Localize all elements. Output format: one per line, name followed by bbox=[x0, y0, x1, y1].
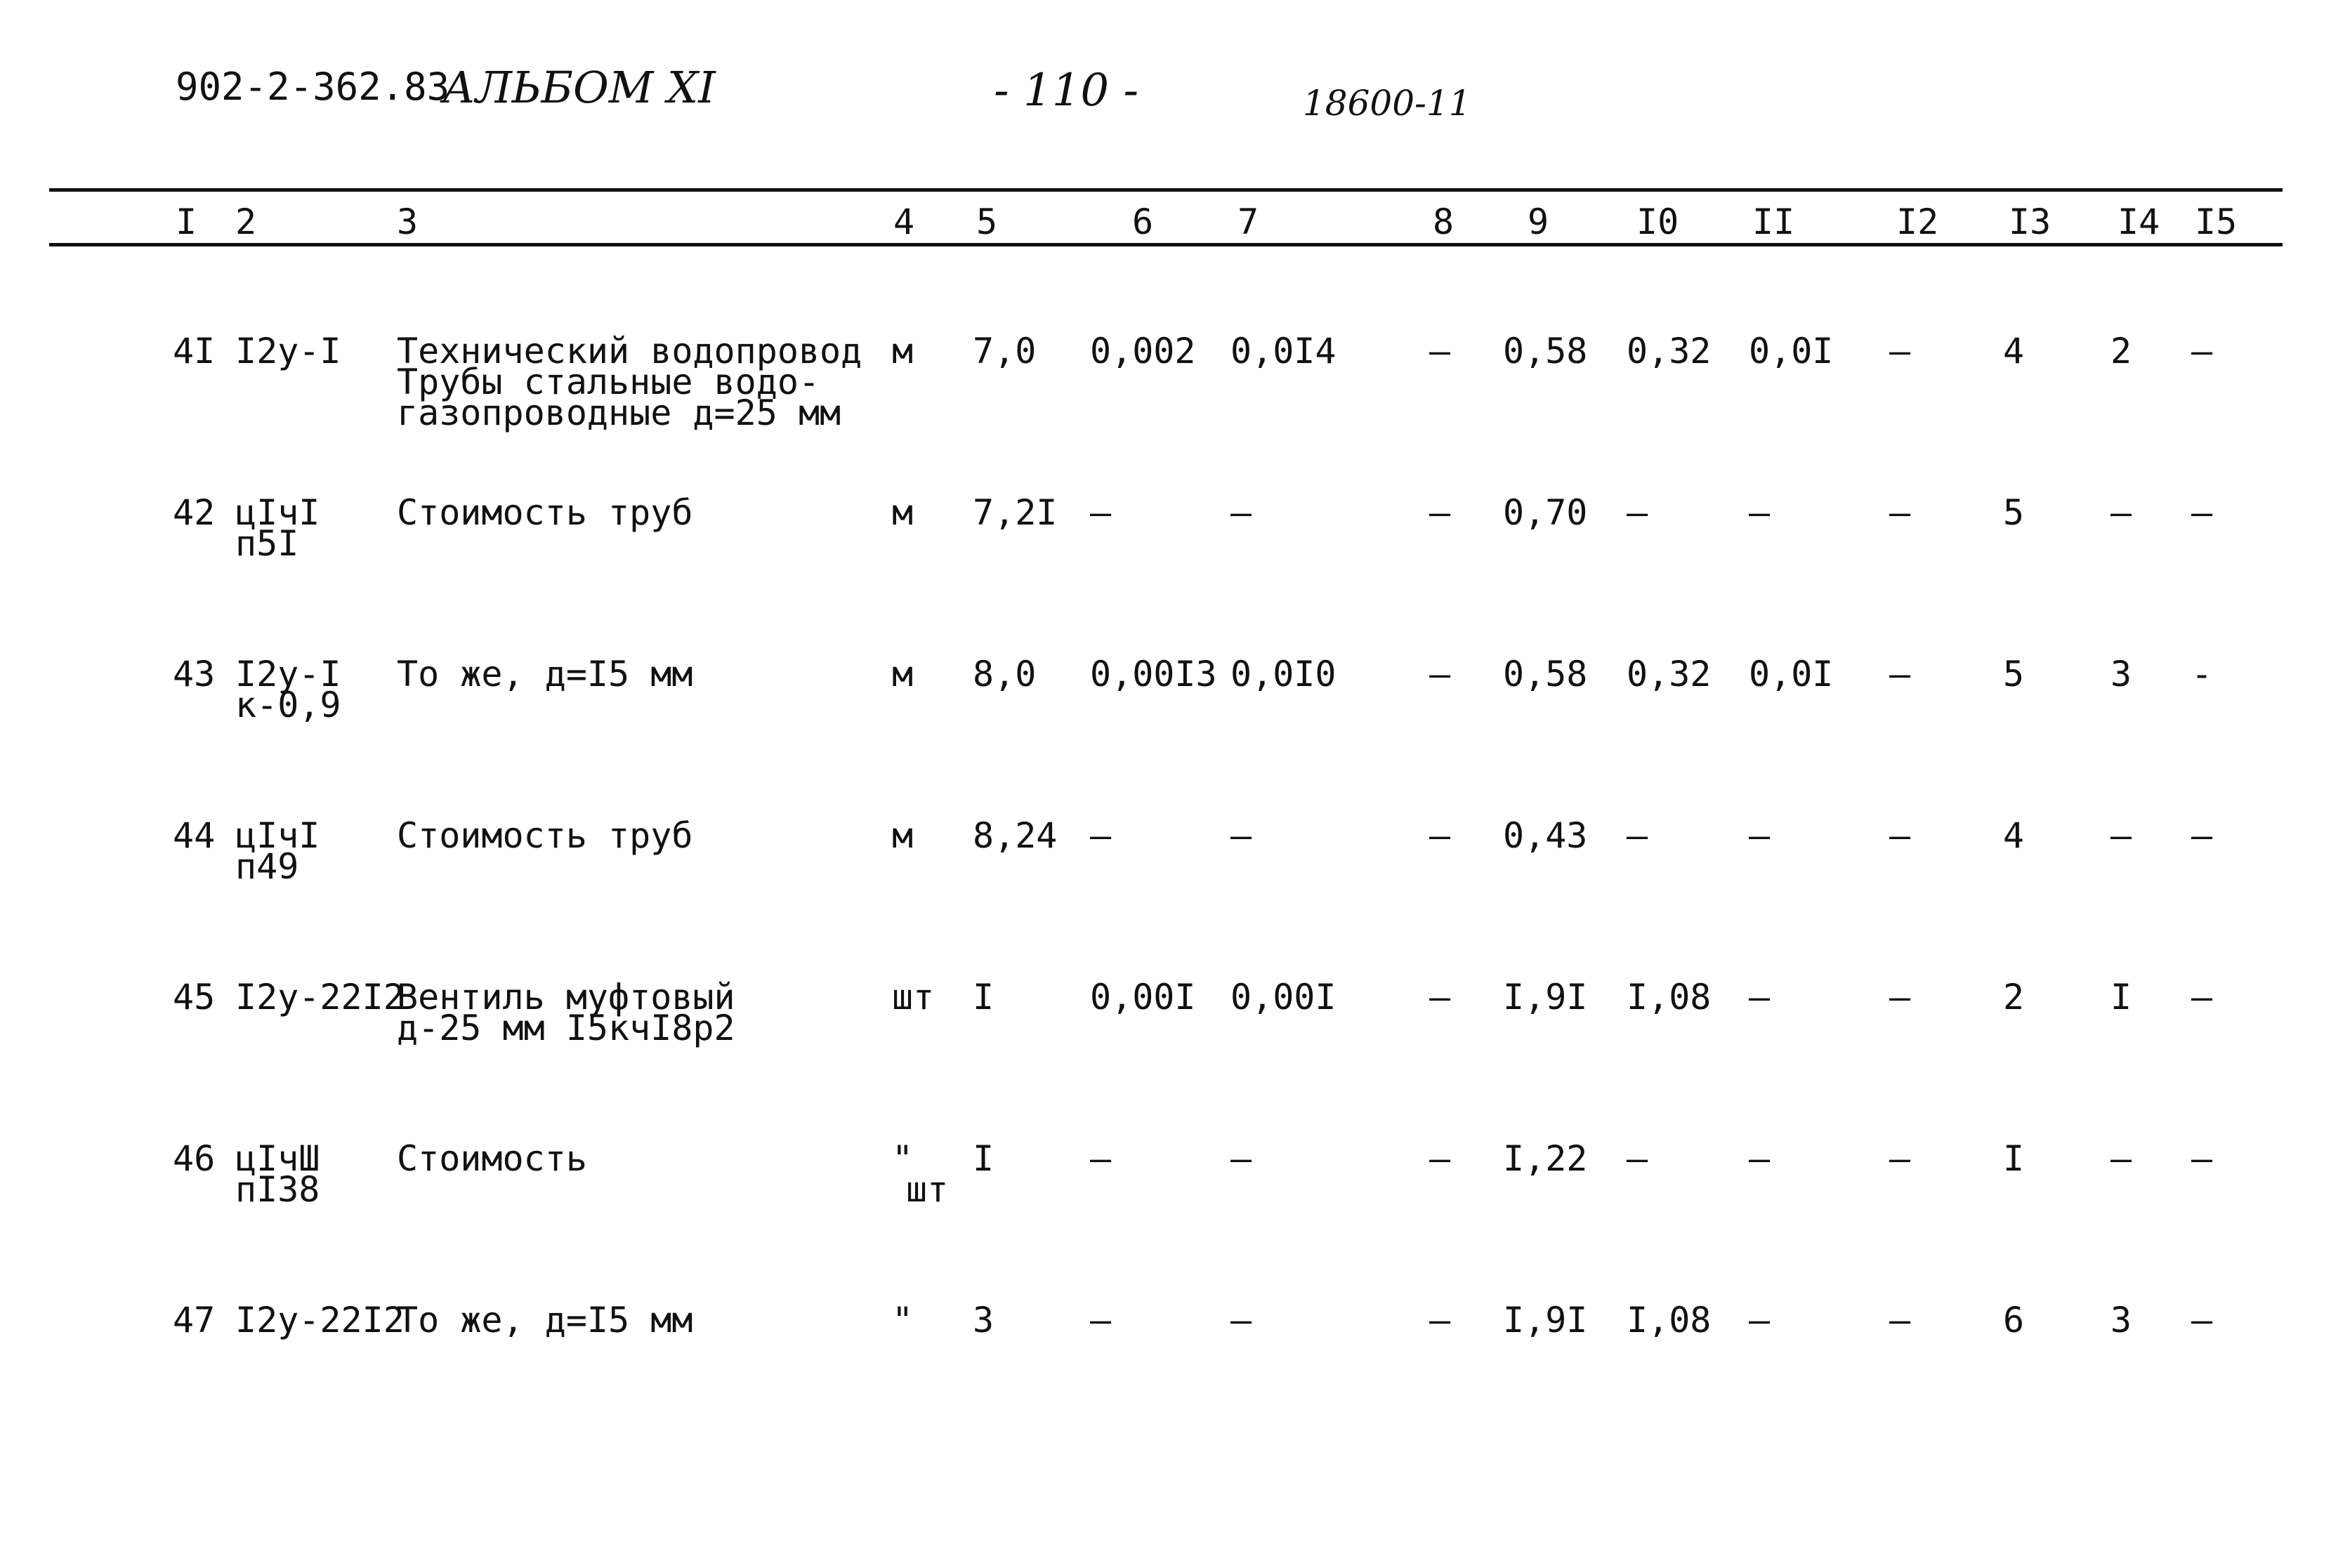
cell-col-7: – bbox=[1230, 492, 1252, 533]
cell-col-13: 2 bbox=[2003, 977, 2025, 1017]
unit-of-measure bbox=[892, 1138, 949, 1210]
cell-col-8: – bbox=[1429, 654, 1451, 694]
cell-col-9: 0,43 bbox=[1503, 815, 1588, 856]
norm-code-line: I2у-22I2 bbox=[235, 1300, 405, 1340]
cell-col-13: 5 bbox=[2003, 492, 2025, 533]
norm-code bbox=[235, 1300, 405, 1340]
row-number: 4I bbox=[173, 331, 216, 371]
cell-col-13: 4 bbox=[2003, 815, 2025, 856]
norm-code-line: к-0,9 bbox=[235, 685, 341, 725]
cell-col-5: 3 bbox=[973, 1300, 994, 1340]
cell-col-15: – bbox=[2191, 1138, 2213, 1179]
cell-col-14: I bbox=[2110, 977, 2132, 1017]
unit-of-measure-line: " bbox=[892, 1138, 914, 1179]
cell-col-12: – bbox=[1889, 815, 1911, 856]
cell-col-13: I bbox=[2003, 1138, 2025, 1179]
cell-col-7: 0,0I0 bbox=[1230, 654, 1337, 694]
cell-col-11: – bbox=[1749, 1300, 1771, 1340]
unit-of-measure bbox=[892, 331, 914, 371]
cell-col-9: 0,70 bbox=[1503, 492, 1588, 533]
unit-of-measure-line: " bbox=[892, 1300, 914, 1340]
cell-col-12: – bbox=[1889, 977, 1911, 1017]
norm-code-line: цIчI bbox=[235, 815, 320, 856]
unit-of-measure-line: шт bbox=[906, 1169, 949, 1210]
cell-col-8: – bbox=[1429, 815, 1451, 856]
column-header: I0 bbox=[1636, 202, 1679, 242]
column-header: I2 bbox=[1896, 202, 1939, 242]
row-number: 47 bbox=[173, 1300, 216, 1340]
item-description-line: То же, д=I5 мм bbox=[397, 654, 693, 694]
cell-col-11: – bbox=[1749, 492, 1771, 533]
cell-col-9: I,22 bbox=[1503, 1138, 1588, 1179]
item-description-line: То же, д=I5 мм bbox=[397, 1300, 693, 1340]
norm-code-line: пI38 bbox=[235, 1169, 320, 1210]
cell-col-12: – bbox=[1889, 654, 1911, 694]
cell-col-14: – bbox=[2110, 492, 2132, 533]
cell-col-6: – bbox=[1090, 1138, 1112, 1179]
cell-col-7: – bbox=[1230, 1138, 1252, 1179]
item-description-line: Стоимость bbox=[397, 1138, 587, 1179]
cell-col-11: – bbox=[1749, 1138, 1771, 1179]
cell-col-6: 0,00I bbox=[1090, 977, 1196, 1017]
item-description bbox=[397, 1138, 587, 1179]
cell-col-10: 0,32 bbox=[1627, 654, 1712, 694]
cell-col-6: – bbox=[1090, 1300, 1112, 1340]
norm-code bbox=[235, 977, 405, 1017]
cell-col-15: – bbox=[2191, 331, 2213, 371]
norm-code bbox=[235, 815, 320, 887]
cell-col-10: – bbox=[1627, 492, 1648, 533]
cell-col-12: – bbox=[1889, 331, 1911, 371]
cell-col-5: 8,24 bbox=[973, 815, 1058, 856]
item-description-line: д-25 мм I5кчI8р2 bbox=[397, 1008, 735, 1048]
cell-col-10: I,08 bbox=[1627, 1300, 1712, 1340]
column-header: 6 bbox=[1132, 202, 1154, 242]
cell-col-13: 4 bbox=[2003, 331, 2025, 371]
cell-col-11: – bbox=[1749, 977, 1771, 1017]
cell-col-14: 3 bbox=[2110, 654, 2132, 694]
cell-col-6: 0,002 bbox=[1090, 331, 1196, 371]
cell-col-10: – bbox=[1627, 815, 1648, 856]
cell-col-9: I,9I bbox=[1503, 977, 1588, 1017]
sheet-reference: 18600-11 bbox=[1303, 83, 1471, 124]
cell-col-5: 7,2I bbox=[973, 492, 1058, 533]
norm-code-line: I2у-I bbox=[235, 331, 341, 371]
column-header: 3 bbox=[397, 202, 419, 242]
cell-col-15: - bbox=[2191, 654, 2213, 694]
cell-col-11: 0,0I bbox=[1749, 331, 1834, 371]
unit-of-measure-line: м bbox=[892, 331, 914, 371]
cell-col-8: – bbox=[1429, 492, 1451, 533]
unit-of-measure bbox=[892, 654, 914, 694]
cell-col-12: – bbox=[1889, 1138, 1911, 1179]
document-code: 902-2-362.83 bbox=[176, 65, 450, 109]
item-description bbox=[397, 492, 693, 533]
cell-col-9: 0,58 bbox=[1503, 654, 1588, 694]
cell-col-8: – bbox=[1429, 1300, 1451, 1340]
item-description-line: газопроводные д=25 мм bbox=[397, 393, 841, 433]
cell-col-7: 0,00I bbox=[1230, 977, 1337, 1017]
cell-col-6: – bbox=[1090, 815, 1112, 856]
cell-col-14: 2 bbox=[2110, 331, 2132, 371]
item-description-line: Технический водопровод bbox=[397, 331, 862, 371]
item-description bbox=[397, 331, 862, 433]
norm-code-line: п5I bbox=[235, 523, 299, 564]
cell-col-15: – bbox=[2191, 492, 2213, 533]
column-header: I4 bbox=[2117, 202, 2160, 242]
cell-col-12: – bbox=[1889, 1300, 1911, 1340]
unit-of-measure bbox=[892, 1300, 914, 1340]
unit-of-measure-line: м bbox=[892, 815, 914, 856]
cell-col-14: – bbox=[2110, 815, 2132, 856]
cell-col-15: – bbox=[2191, 977, 2213, 1017]
unit-of-measure-line: м bbox=[892, 492, 914, 533]
unit-of-measure bbox=[892, 492, 914, 533]
column-header: I5 bbox=[2195, 202, 2238, 242]
cell-col-8: – bbox=[1429, 331, 1451, 371]
cell-col-8: – bbox=[1429, 1138, 1451, 1179]
column-header: II bbox=[1752, 202, 1795, 242]
album-label: АЛЬБОМ XI bbox=[442, 62, 716, 113]
cell-col-11: – bbox=[1749, 815, 1771, 856]
column-header: 2 bbox=[235, 202, 257, 242]
cell-col-14: – bbox=[2110, 1138, 2132, 1179]
item-description-line: Стоимость труб bbox=[397, 492, 693, 533]
item-description-line: Трубы стальные водо- bbox=[397, 362, 820, 402]
norm-code bbox=[235, 654, 341, 725]
norm-code-line: п49 bbox=[235, 846, 299, 887]
cell-col-14: 3 bbox=[2110, 1300, 2132, 1340]
cell-col-15: – bbox=[2191, 815, 2213, 856]
column-header: I3 bbox=[2009, 202, 2051, 242]
unit-of-measure bbox=[892, 815, 914, 856]
row-number: 43 bbox=[173, 654, 216, 694]
row-number: 44 bbox=[173, 815, 216, 856]
column-header: I bbox=[176, 202, 197, 242]
row-number: 42 bbox=[173, 492, 216, 533]
cell-col-10: I,08 bbox=[1627, 977, 1712, 1017]
item-description-line: Вентиль муфтовый bbox=[397, 977, 735, 1017]
item-description bbox=[397, 977, 735, 1048]
unit-of-measure-line: шт bbox=[892, 977, 935, 1017]
cell-col-5: I bbox=[973, 977, 994, 1017]
norm-code-line: I2у-22I2 bbox=[235, 977, 405, 1017]
column-header: 4 bbox=[893, 202, 915, 242]
column-header: 8 bbox=[1433, 202, 1455, 242]
cell-col-7: 0,0I4 bbox=[1230, 331, 1337, 371]
column-header: 7 bbox=[1237, 202, 1259, 242]
cell-col-6: 0,00I3 bbox=[1090, 654, 1217, 694]
cell-col-13: 5 bbox=[2003, 654, 2025, 694]
cell-col-10: 0,32 bbox=[1627, 331, 1712, 371]
column-header: 5 bbox=[976, 202, 998, 242]
norm-code-line: цIчШ bbox=[235, 1138, 320, 1179]
unit-of-measure-line: м bbox=[892, 654, 914, 694]
cell-col-9: 0,58 bbox=[1503, 331, 1588, 371]
column-header: 9 bbox=[1528, 202, 1549, 242]
norm-code-line: цIчI bbox=[235, 492, 320, 533]
cell-col-6: – bbox=[1090, 492, 1112, 533]
cell-col-9: I,9I bbox=[1503, 1300, 1588, 1340]
norm-code bbox=[235, 331, 341, 371]
cell-col-13: 6 bbox=[2003, 1300, 2025, 1340]
table-top-rule bbox=[49, 188, 2283, 192]
page-number: - 110 - bbox=[994, 65, 1139, 117]
cell-col-5: 7,0 bbox=[973, 331, 1037, 371]
norm-code-line: I2у-I bbox=[235, 654, 341, 694]
cell-col-5: I bbox=[973, 1138, 994, 1179]
item-description bbox=[397, 1300, 693, 1340]
row-number: 45 bbox=[173, 977, 216, 1017]
cell-col-15: – bbox=[2191, 1300, 2213, 1340]
unit-of-measure bbox=[892, 977, 935, 1017]
cell-col-11: 0,0I bbox=[1749, 654, 1834, 694]
item-description bbox=[397, 654, 693, 694]
cell-col-7: – bbox=[1230, 815, 1252, 856]
item-description bbox=[397, 815, 693, 856]
row-number: 46 bbox=[173, 1138, 216, 1179]
item-description-line: Стоимость труб bbox=[397, 815, 693, 856]
norm-code bbox=[235, 492, 320, 564]
cell-col-7: – bbox=[1230, 1300, 1252, 1340]
cell-col-10: – bbox=[1627, 1138, 1648, 1179]
norm-code bbox=[235, 1138, 320, 1210]
cell-col-12: – bbox=[1889, 492, 1911, 533]
cell-col-8: – bbox=[1429, 977, 1451, 1017]
table-header-rule bbox=[49, 243, 2283, 246]
cell-col-5: 8,0 bbox=[973, 654, 1037, 694]
